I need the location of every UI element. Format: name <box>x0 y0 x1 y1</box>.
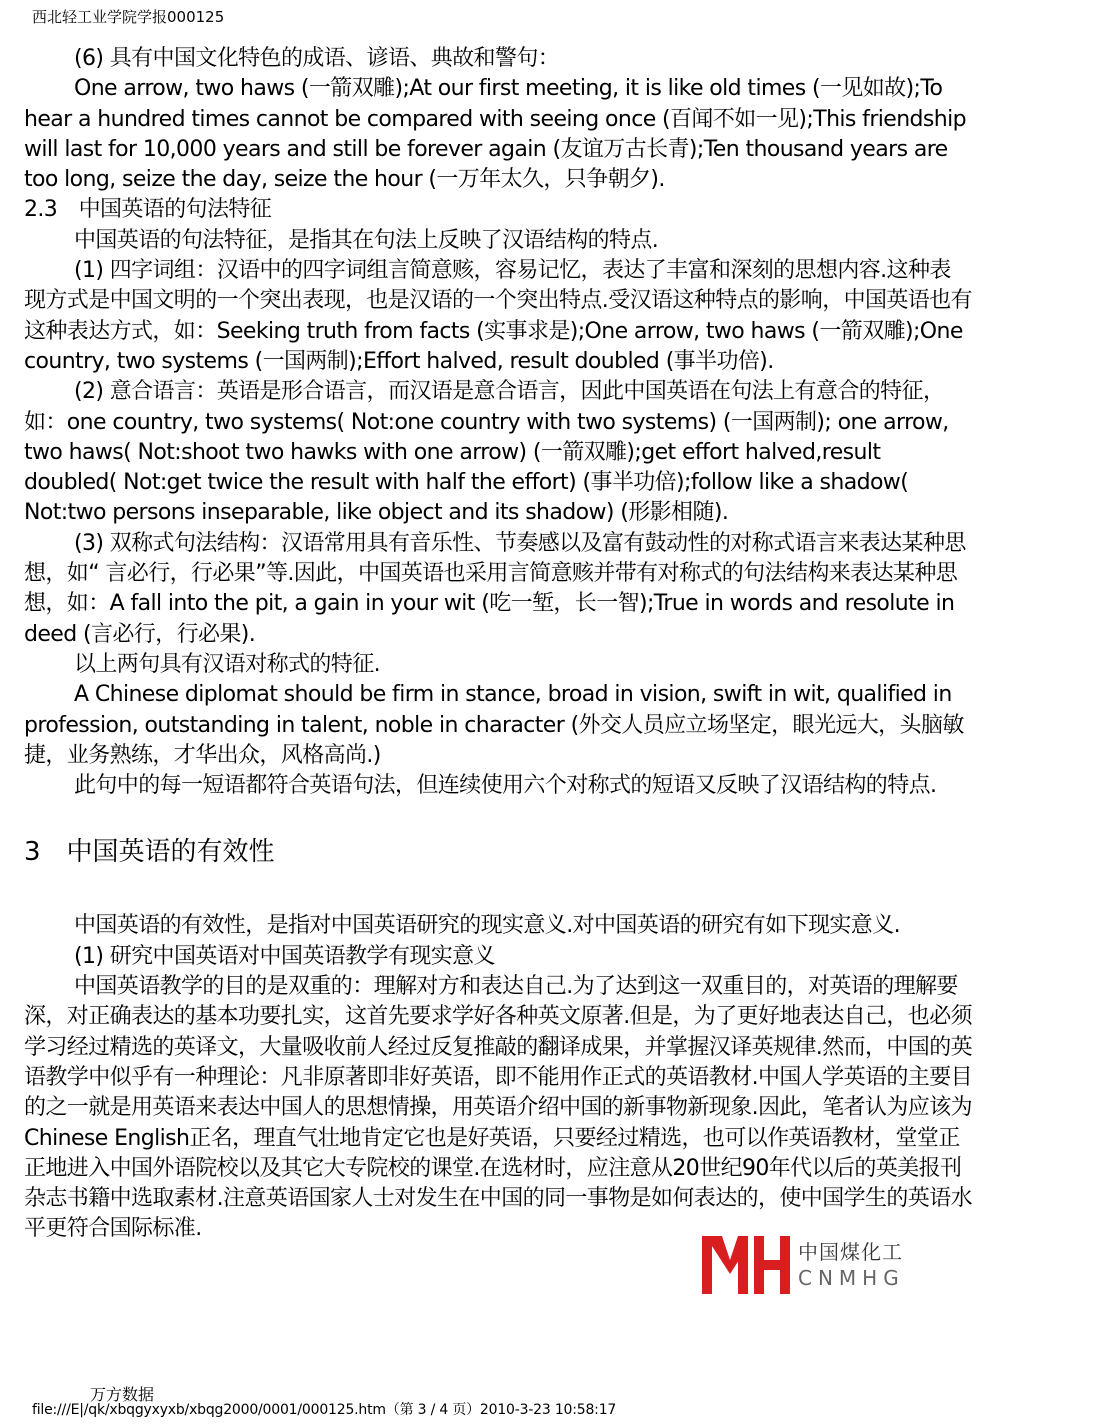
section-heading-2-3: 2.3 中国英语的句法特征 <box>24 197 272 223</box>
paragraph: 中国英语教学的目的是双重的：理解对方和表达自己.为了达到这一双重目的，对英语的理解要深，对正确表达的基本功要扎实，这首先要求学好各种英文原著.但是，为了更好地表达自己，也必须学习经过精选的英译文，大量吸收前人经过反复推敲的翻译成果，并掌握汉译英规律.然而，中国的英语教学中似乎有一种理论：凡非原著即非好英语，即不能用作正式的英语教材.中国人学英语的主要目的之一就是用英语来表达中国人的思想情操，用英语介绍中国的新事物新现象.因此，笔者认为应该为Chinese English正名，理直气壮地肯定它也是好英语，只要经过精选，也可以作英语教材，堂堂正正地进入中国外语院校以及其它大专院校的课堂.在选材时，应注意从20世纪90年代以后的英美报刊杂志书籍中选取素材.注意英语国家人士对发生在中国的同一事物是如何表达的，使中国学生的英语水平更符合国际标准. <box>24 974 972 1242</box>
article-body <box>24 44 972 1245</box>
paragraph: One arrow, two haws (一箭双雕);At our first meeting, it is like old times (一见如故);To hear a hundred times cannot be compared with seeing once (百闻不如一见);This friendship will last for 10,000 years and still be forever again (友谊万古长青);Ten thousand years are too long, seize the day, seize the hour (一万年太久，只争朝夕). <box>24 76 967 193</box>
paragraph: (3) 双称式句法结构：汉语常用具有音乐性、节奏感以及富有鼓动性的对称式语言来表达某种思想，如“ 言必行，行必果”等.因此，中国英语也采用言简意赅并带有对称式的句法结构来表达某种思想，如：A fall into the pit, a gain in your wit (吃一堑，长一智);True in words and resolute in deed (言必行，行必果). <box>24 530 966 647</box>
paragraph: 中国英语的句法特征，是指其在句法上反映了汉语结构的特点. <box>74 227 659 253</box>
section-heading-3: 3 中国英语的有效性 <box>24 837 275 868</box>
watermark-logo-icon <box>700 1234 792 1296</box>
page-header: 西北轻工业学院学报000125 <box>32 8 225 26</box>
paragraph: (1) 研究中国英语对中国英语教学有现实意义 <box>74 943 495 969</box>
paragraph: (1) 四字词组：汉语中的四字词组言简意赅，容易记忆，表达了丰富和深刻的思想内容.这种表现方式是中国文明的一个突出表现，也是汉语的一个突出特点.受汉语这种特点的影响，中国英语也有这种表达方式，如：Seeking truth from facts (实事求是);One arrow, two haws (一箭双雕);One country, two systems (一国两制);Effort halved, result doubled (事半功倍). <box>24 258 972 374</box>
paragraph: 以上两句具有汉语对称式的特征. <box>74 651 380 677</box>
watermark <box>700 1234 910 1296</box>
footer-label: 万方数据 <box>90 1385 155 1404</box>
watermark-text-cn: 中国煤化工 <box>798 1240 903 1264</box>
paragraph: (2) 意合语言：英语是形合语言，而汉语是意合语言，因此中国英语在句法上有意合的特征，如：one country, two systems( Not:one country with two systems) (一国两制); one arrow, two haws( Not:shoot two hawks with one arrow) (一箭双雕);get effort halved,result doubled( Not:get twice the result with half the effort) (事半功倍);follow like a shadow( Not:two persons inseparable, like object and its shadow) (形影相随). <box>24 379 949 526</box>
paragraph: 此句中的每一短语都符合英语句法，但连续使用六个对称式的短语又反映了汉语结构的特点. <box>74 773 937 799</box>
watermark-text-en: CNMHG <box>798 1266 905 1290</box>
paragraph: (6) 具有中国文化特色的成语、谚语、典故和警句： <box>74 46 560 71</box>
paragraph: 中国英语的有效性，是指对中国英语研究的现实意义.对中国英语的研究有如下现实意义. <box>74 913 900 939</box>
paragraph: A Chinese diplomat should be firm in stance, broad in vision, swift in wit, qualified in profession, outstanding in talent, noble in character (外交人员应立场坚定，眼光远大，头脑敏捷，业务熟练，才华出众，风格高尚.) <box>24 682 964 768</box>
footer-file-path: file:///E|/qk/xbqgyxyxb/xbqg2000/0001/000125.htm（第 3 / 4 页）2010-3-23 10:58:17 <box>32 1402 617 1418</box>
